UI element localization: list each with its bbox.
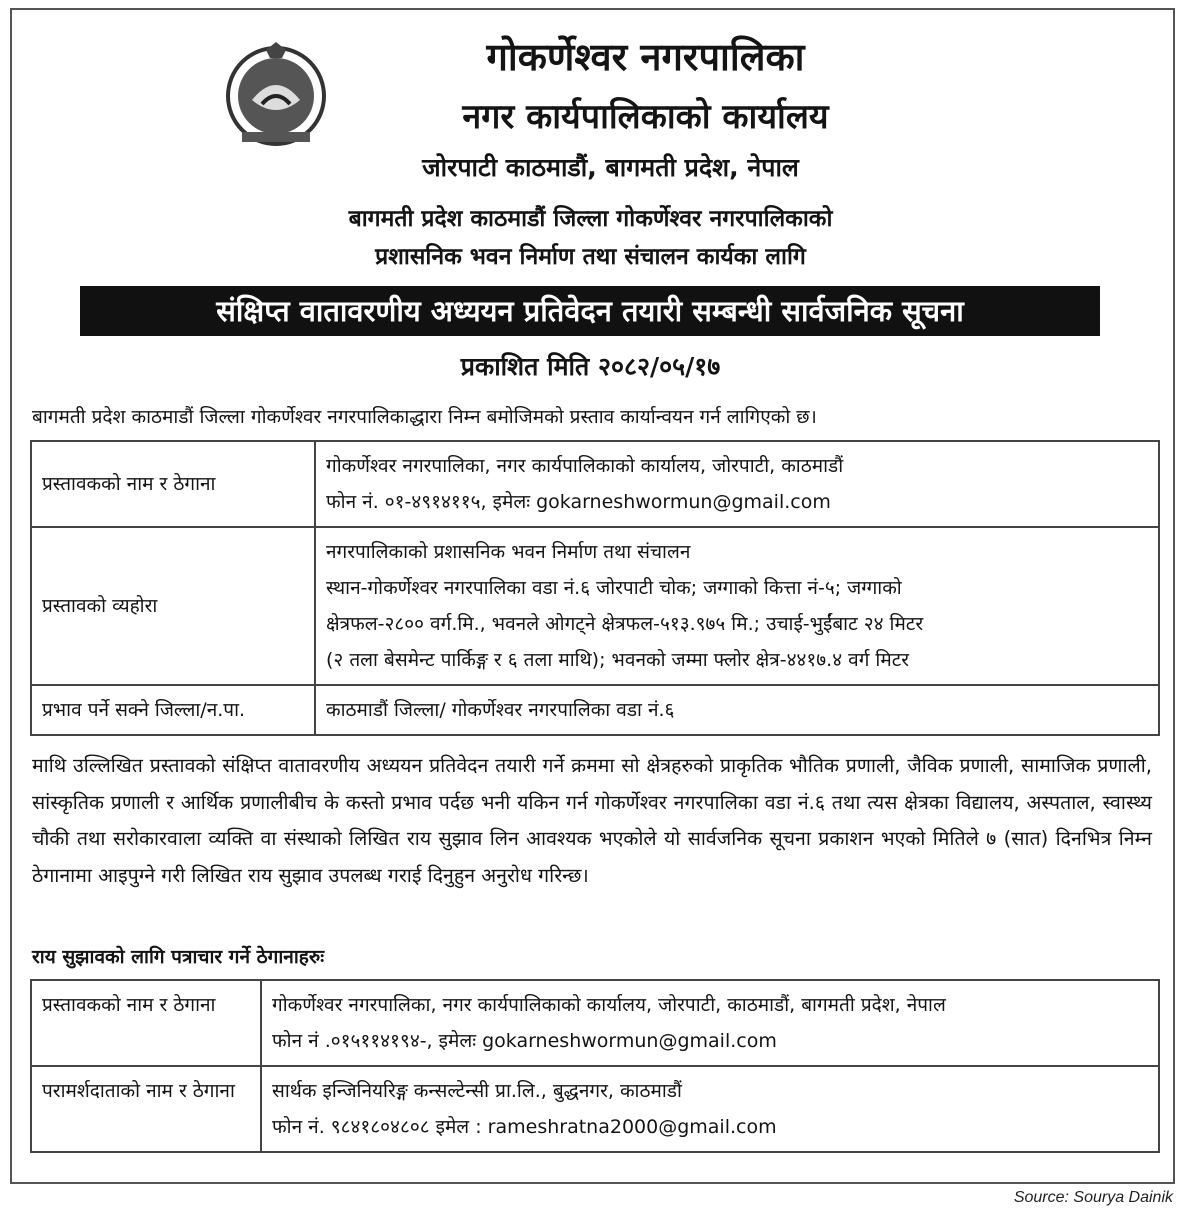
row-line: स्थान-गोकर्णेश्वर नगरपालिका वडा नं.६ जोरपाटी चोक; जग्गाको कित्ता नं-५; जग्गाको (326, 577, 902, 599)
project-line-1: बागमती प्रदेश काठमाडौं जिल्ला गोकर्णेश्वर नगरपालिकाको (348, 206, 833, 232)
source-credit: Source: Sourya Dainik (1013, 1189, 1173, 1206)
proposal-table (30, 440, 1160, 736)
row-label: प्रभाव पर्ने सक्ने जिल्ला/न.पा. (31, 685, 315, 735)
table-row (31, 441, 1159, 527)
row-line: (२ तला बेसमेन्ट पार्किङ्ग र ६ तला माथि); भवनको जम्मा फ्लोर क्षेत्र-४४१७.४ वर्ग मिटर (326, 649, 910, 671)
contacts-table (30, 979, 1160, 1153)
row-line: फोन नं. ९८४१८०४८०८ इमेल : rameshratna2000@gmail.com (272, 1116, 777, 1138)
row-value (315, 527, 1159, 685)
table-row (31, 527, 1159, 685)
row-line: फोन नं. ०१-४९१४११५, इमेलः gokarneshwormun@gmail.com (326, 491, 831, 513)
intro-text: बागमती प्रदेश काठमाडौं जिल्ला गोकर्णेश्वर नगरपालिकाद्धारा निम्न बमोजिमको प्रस्ताव कार्यान्वयन गर्न लागिएको छ। (32, 406, 817, 428)
table-row (31, 685, 1159, 735)
contacts-heading: राय सुझावको लागि पत्राचार गर्ने ठेगानाहरुः (32, 946, 325, 968)
table-row (31, 980, 1159, 1066)
office-address: जोरपाटी काठमाडौं, बागमती प्रदेश, नेपाल (422, 153, 799, 182)
row-label: प्रस्तावकको नाम र ठेगाना (31, 441, 315, 527)
row-value (261, 1066, 1159, 1152)
row-value (261, 980, 1159, 1066)
row-label: प्रस्तावको व्यहोरा (31, 527, 315, 685)
office-name: नगर कार्यपालिकाको कार्यालय (462, 97, 829, 137)
row-line: सार्थक इन्जिनियरिङ्ग कन्सल्टेन्सी प्रा.लि., बुद्धनगर, काठमाडौं (272, 1080, 682, 1102)
published-date: प्रकाशित मिति २०८२/०५/१७ (460, 352, 721, 381)
project-line-2: प्रशासनिक भवन निर्माण तथा संचालन कार्यका लागि (375, 244, 806, 270)
row-line: नगरपालिकाको प्रशासनिक भवन निर्माण तथा संचालन (326, 541, 691, 563)
body-paragraph: माथि उल्लिखित प्रस्तावको संक्षिप्त वातावरणीय अध्ययन प्रतिवेदन तयारी गर्ने क्रममा सो क्षेत्रहरुको प्राकृतिक भौतिक प्रणाली, जैविक प्रणाली, सामाजिक प्रणाली, सांस्कृतिक प्रणाली र आर्थिक प्रणालीबीच के कस्तो प्रभाव पर्दछ भनी यकिन गर्न गोकर्णेश्वर नगरपालिका वडा नं.६ तथा त्यस क्षेत्रका विद्यालय, अस्पताल, स्वास्थ्य चौकी तथा सरोकारवाला व्यक्ति वा संस्थाको लिखित राय सुझाव लिन आवश्यक भएकोले यो सार्वजनिक सूचना प्रकाशन भएको मितिले ७ (सात) दिनभित्र निम्न ठेगानामा आइपुग्ने गरी लिखित राय सुझाव उपलब्ध गराई दिनुहुन अनुरोध गरिन्छ। (32, 754, 1152, 887)
row-line: गोकर्णेश्वर नगरपालिका, नगर कार्यपालिकाको कार्यालय, जोरपाटी, काठमाडौं, बागमती प्रदेश, नेपाल (272, 994, 946, 1016)
row-value (315, 441, 1159, 527)
row-label: प्रस्तावकको नाम र ठेगाना (31, 980, 261, 1066)
row-line: क्षेत्रफल-२८०० वर्ग.मि., भवनले ओगट्ने क्षेत्रफल-५१३.९७५ मि.; उचाई-भुईंबाट २४ मिटर (326, 613, 924, 635)
notice-title: संक्षिप्त वातावरणीय अध्ययन प्रतिवेदन तयारी सम्बन्धी सार्वजनिक सूचना (80, 286, 1100, 336)
row-line: गोकर्णेश्वर नगरपालिका, नगर कार्यपालिकाको कार्यालय, जोरपाटी, काठमाडौं (326, 455, 844, 477)
row-line: काठमाडौं जिल्ला/ गोकर्णेश्वर नगरपालिका वडा नं.६ (326, 699, 675, 721)
org-name: गोकर्णेश्वर नगरपालिका (486, 35, 805, 79)
row-value (315, 685, 1159, 735)
row-line: फोन नं .०१५११४१९४-, इमेलः gokarneshwormun@gmail.com (272, 1030, 777, 1052)
table-row (31, 1066, 1159, 1152)
row-label: परामर्शदाताको नाम र ठेगाना (31, 1066, 261, 1152)
